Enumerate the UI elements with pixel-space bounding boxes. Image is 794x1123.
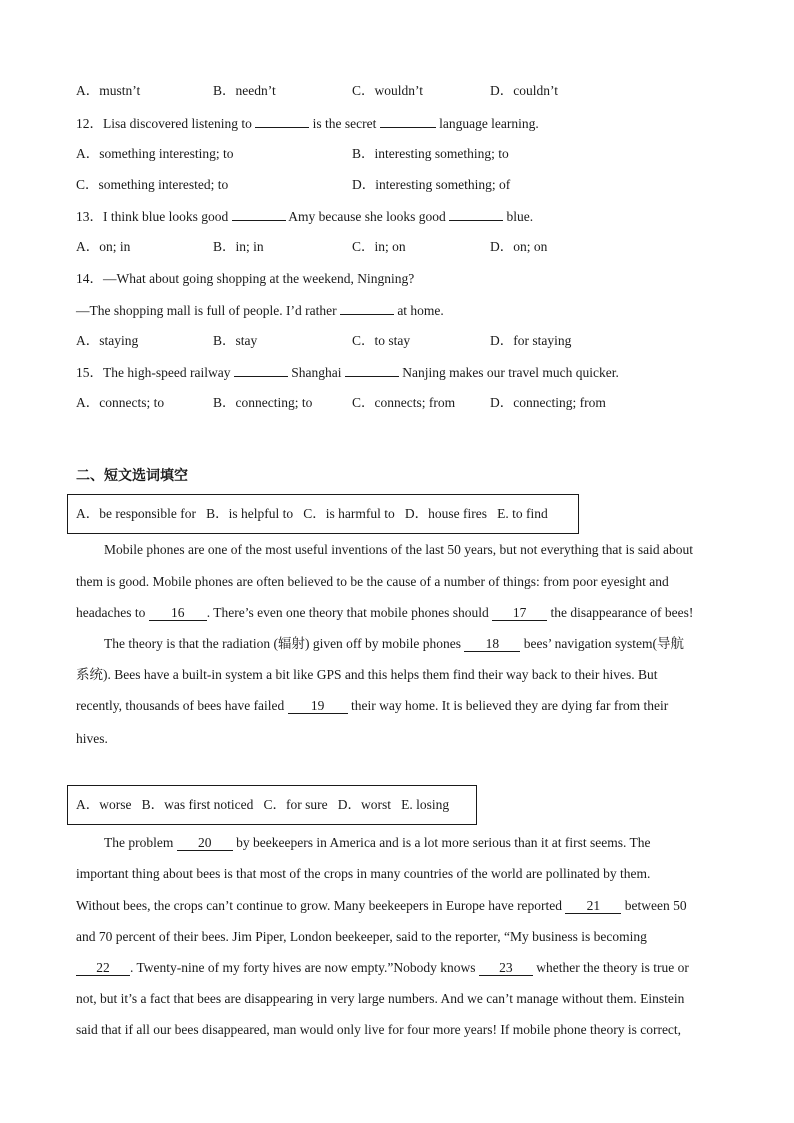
option-b: B．in; in	[213, 239, 264, 254]
option-d: D．for staying	[490, 333, 572, 348]
option-d: D．connecting; from	[490, 395, 606, 410]
q15-stem	[76, 363, 619, 382]
q13-stem	[76, 207, 533, 226]
answer-blank-20: 20	[177, 836, 233, 851]
option-c: C．wouldn’t	[352, 83, 424, 98]
option-a: A．mustn’t	[76, 83, 141, 98]
answer-blank-22: 22	[76, 961, 130, 976]
option-d: D．couldn’t	[490, 83, 558, 98]
passage-line: them is good. Mobile phones are often believed to be the cause of a number of things: from poor eyesight and	[76, 574, 669, 589]
q13-stem-part: 13．I think blue looks good	[76, 209, 229, 224]
passage-line: important thing about bees is that most of the crops in many countries of the world are pollinated by them.	[76, 866, 651, 881]
passage-line	[104, 834, 712, 852]
answer-blank	[345, 363, 399, 377]
q14-response-part: at home.	[397, 303, 444, 318]
answer-blank	[234, 363, 288, 377]
q14-stem: 14．—What about going shopping at the weekend, Ningning?	[76, 271, 415, 286]
passage-text: The problem	[104, 835, 174, 850]
passage-line	[76, 959, 712, 977]
answer-blank	[340, 301, 394, 315]
q12-stem-part: 12．Lisa discovered listening to	[76, 116, 252, 131]
passage-line	[76, 897, 712, 915]
answer-blank-23: 23	[479, 961, 533, 976]
q12-stem	[76, 114, 539, 133]
answer-blank-19: 19	[288, 699, 348, 714]
option-a: A．something interesting; to	[76, 146, 234, 161]
answer-blank	[380, 114, 436, 128]
passage-text: their way home. It is believed they are dying far from their	[351, 698, 669, 713]
option-d: D．on; on	[490, 239, 548, 254]
option-b: B．interesting something; to	[352, 146, 509, 161]
passage-line	[76, 697, 712, 715]
option-a: A．connects; to	[76, 395, 165, 410]
passage-text: . There’s even one theory that mobile phones should	[206, 605, 489, 620]
option-c: C．in; on	[352, 239, 406, 254]
passage-line: said that if all our bees disappeared, man would only live for four more years! If mobile phone theory is correct,	[76, 1022, 682, 1037]
q15-stem-part: Nanjing makes our travel much quicker.	[402, 365, 619, 380]
section-heading: 二、短文选词填空	[76, 468, 188, 484]
passage-text: . Twenty-nine of my forty hives are now empty.”Nobody knows	[130, 960, 476, 975]
passage-text: by beekeepers in America and is a lot more serious than it at first seems. The	[236, 835, 651, 850]
answer-blank	[255, 114, 309, 128]
answer-blank	[449, 207, 503, 221]
passage-line: and 70 percent of their bees. Jim Piper, London beekeeper, said to the reporter, “My business is becoming	[76, 929, 647, 944]
passage-text: Without bees, the crops can’t continue to grow. Many beekeepers in Europe have reported	[76, 898, 563, 913]
passage-text: between 50	[624, 898, 687, 913]
option-a: A．staying	[76, 333, 139, 348]
passage-text: bees’ navigation system(导航	[523, 636, 685, 651]
q12-stem-part: is the secret	[312, 116, 377, 131]
q15-stem-part: Shanghai	[291, 365, 342, 380]
passage-text: recently, thousands of bees have failed	[76, 698, 285, 713]
q12-stem-part: language learning.	[439, 116, 539, 131]
passage-line: hives.	[76, 731, 108, 746]
word-box: A．be responsible for B．is helpful to C．is harmful to D．house fires E. to find	[67, 494, 579, 534]
option-b: B．needn’t	[213, 83, 276, 98]
option-b: B．connecting; to	[213, 395, 313, 410]
passage-line: Mobile phones are one of the most useful inventions of the last 50 years, but not everything that is said about	[104, 542, 694, 557]
passage-line	[104, 635, 710, 653]
answer-blank-16: 16	[149, 606, 207, 621]
option-c: C．connects; from	[352, 395, 456, 410]
passage-text: the disappearance of bees!	[550, 605, 694, 620]
passage-line: 系统). Bees have a built-in system a bit like GPS and this helps them find their way back to their hives. But	[76, 667, 658, 682]
passage-line: not, but it’s a fact that bees are disappearing in very large numbers. And we can’t manage without them. Einstein	[76, 991, 685, 1006]
answer-blank-18: 18	[464, 637, 520, 652]
q15-stem-part: 15．The high-speed railway	[76, 365, 231, 380]
option-c: C．something interested; to	[76, 177, 229, 192]
option-d: D．interesting something; of	[352, 177, 511, 192]
passage-line	[76, 604, 712, 622]
answer-blank-17: 17	[492, 606, 547, 621]
option-b: B．stay	[213, 333, 258, 348]
word-box: A．worse B．was first noticed C．for sure D．worst E. losing	[67, 785, 477, 825]
answer-blank-21: 21	[565, 899, 621, 914]
q13-stem-part: blue.	[506, 209, 534, 224]
passage-text: headaches to	[76, 605, 146, 620]
passage-text: whether the theory is true or	[536, 960, 689, 975]
option-c: C．to stay	[352, 333, 411, 348]
answer-blank	[232, 207, 286, 221]
option-a: A．on; in	[76, 239, 131, 254]
passage-text: The theory is that the radiation (辐射) given off by mobile phones	[104, 636, 462, 651]
q13-stem-part: Amy because she looks good	[288, 209, 446, 224]
q14-response-part: —The shopping mall is full of people. I’d rather	[76, 303, 337, 318]
q14-response	[76, 301, 444, 320]
